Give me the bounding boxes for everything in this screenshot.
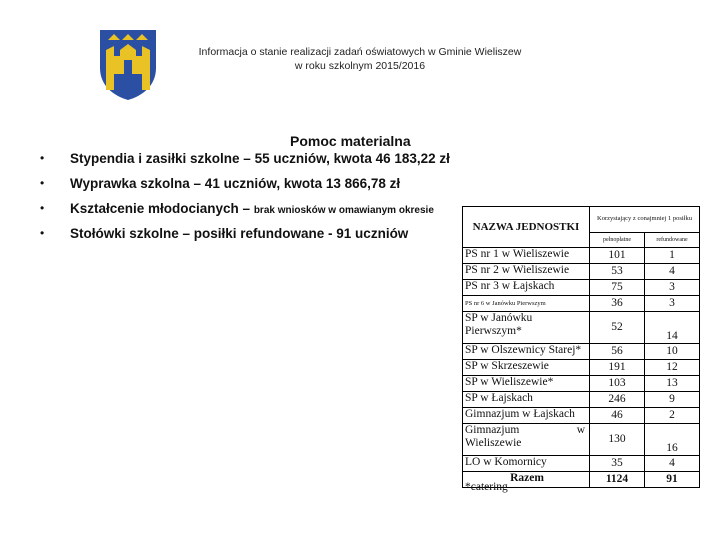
cell-paid: 56 [590, 344, 645, 360]
cell-refunded: 10 [645, 344, 700, 360]
table-row [463, 408, 700, 424]
cell-refunded: 2 [645, 408, 700, 424]
list-item [40, 201, 450, 226]
column-header-refunded: refundowane [645, 232, 700, 247]
cell-name: SP w Olszewnicy Starej* [463, 344, 590, 360]
section-heading: Pomoc materialna [290, 133, 411, 149]
table-row [463, 344, 700, 360]
cell-refunded: 16 [645, 424, 700, 456]
cell-paid: 101 [590, 248, 645, 264]
cell-name-part: Gimnazjum [465, 424, 520, 436]
footnote: *catering [465, 481, 508, 493]
bullet-icon: • [40, 176, 45, 190]
cell-refunded: 9 [645, 392, 700, 408]
cell-paid: 35 [590, 456, 645, 472]
cell-name-part: w [576, 424, 585, 436]
cell-name: PS nr 1 w Wieliszewie [463, 248, 590, 264]
bullet-list [40, 151, 450, 251]
bullet-icon: • [40, 151, 45, 165]
total-paid: 1124 [590, 472, 645, 488]
cell-name: PS nr 3 w Łajskach [463, 280, 590, 296]
cell-name-line: Wieliszewie [465, 437, 522, 449]
cell-paid: 46 [590, 408, 645, 424]
bullet-text: Stołówki szkolne – posiłki refundowane - 91 uczniów [70, 226, 409, 241]
table-row [463, 424, 700, 456]
cell-name: SP w Skrzeszewie [463, 360, 590, 376]
cell-refunded: 14 [645, 312, 700, 344]
cell-refunded: 1 [645, 248, 700, 264]
cell-refunded: 4 [645, 264, 700, 280]
cell-paid: 191 [590, 360, 645, 376]
table-row [463, 280, 700, 296]
catering-table [462, 206, 700, 488]
table-row [463, 296, 700, 312]
table-row [463, 248, 700, 264]
table-row [463, 312, 700, 344]
cell-name: LO w Komornicy [463, 456, 590, 472]
bullet-text: Stypendia i zasiłki szkolne – 55 uczniów, kwota 46 183,22 zł [70, 151, 450, 166]
page-title [180, 45, 540, 73]
list-item [40, 151, 450, 176]
total-label: Razem [463, 472, 590, 488]
cell-paid: 52 [590, 312, 645, 344]
cell-name: SP w Janówku Pierwszym* [463, 312, 590, 344]
table-row [463, 456, 700, 472]
table-row [463, 360, 700, 376]
column-header-group: Korzystający z conajmniej 1 posiłku [590, 207, 700, 233]
cell-name: SP w Łajskach [463, 392, 590, 408]
cell-name: SP w Wieliszewie* [463, 376, 590, 392]
table-row [463, 376, 700, 392]
cell-name: PS nr 6 w Janówku Pierwszym [463, 296, 590, 312]
title-line-1: Informacja o stanie realizacji zadań oświatowych w Gminie Wieliszew [198, 46, 522, 58]
cell-refunded: 13 [645, 376, 700, 392]
table-row [463, 392, 700, 408]
bullet-note: brak wniosków w omawianym okresie [253, 205, 434, 216]
cell-refunded: 3 [645, 296, 700, 312]
total-refunded: 91 [645, 472, 700, 488]
cell-name: PS nr 2 w Wieliszewie [463, 264, 590, 280]
list-item [40, 226, 450, 251]
cell-refunded: 12 [645, 360, 700, 376]
column-header-paid: pełnopłatne [590, 232, 645, 247]
bullet-icon: • [40, 226, 45, 240]
cell-paid: 75 [590, 280, 645, 296]
cell-name: Gimnazjum w Łajskach [463, 408, 590, 424]
cell-name-line [465, 424, 589, 437]
coat-of-arms-icon [98, 28, 158, 102]
cell-paid: 53 [590, 264, 645, 280]
title-line-2: w roku szkolnym 2015/2016 [294, 60, 426, 72]
cell-refunded: 4 [645, 456, 700, 472]
bullet-text: Kształcenie młodocianych – [70, 201, 254, 216]
cell-paid: 130 [590, 424, 645, 456]
bullet-icon: • [40, 201, 45, 215]
bullet-text: Wyprawka szkolna – 41 uczniów, kwota 13 866,78 zł [70, 176, 401, 191]
cell-paid: 246 [590, 392, 645, 408]
cell-refunded: 3 [645, 280, 700, 296]
cell-name [463, 424, 590, 456]
column-header-name: NAZWA JEDNOSTKI [463, 207, 590, 248]
list-item [40, 176, 450, 201]
table-row [463, 264, 700, 280]
cell-paid: 36 [590, 296, 645, 312]
cell-paid: 103 [590, 376, 645, 392]
